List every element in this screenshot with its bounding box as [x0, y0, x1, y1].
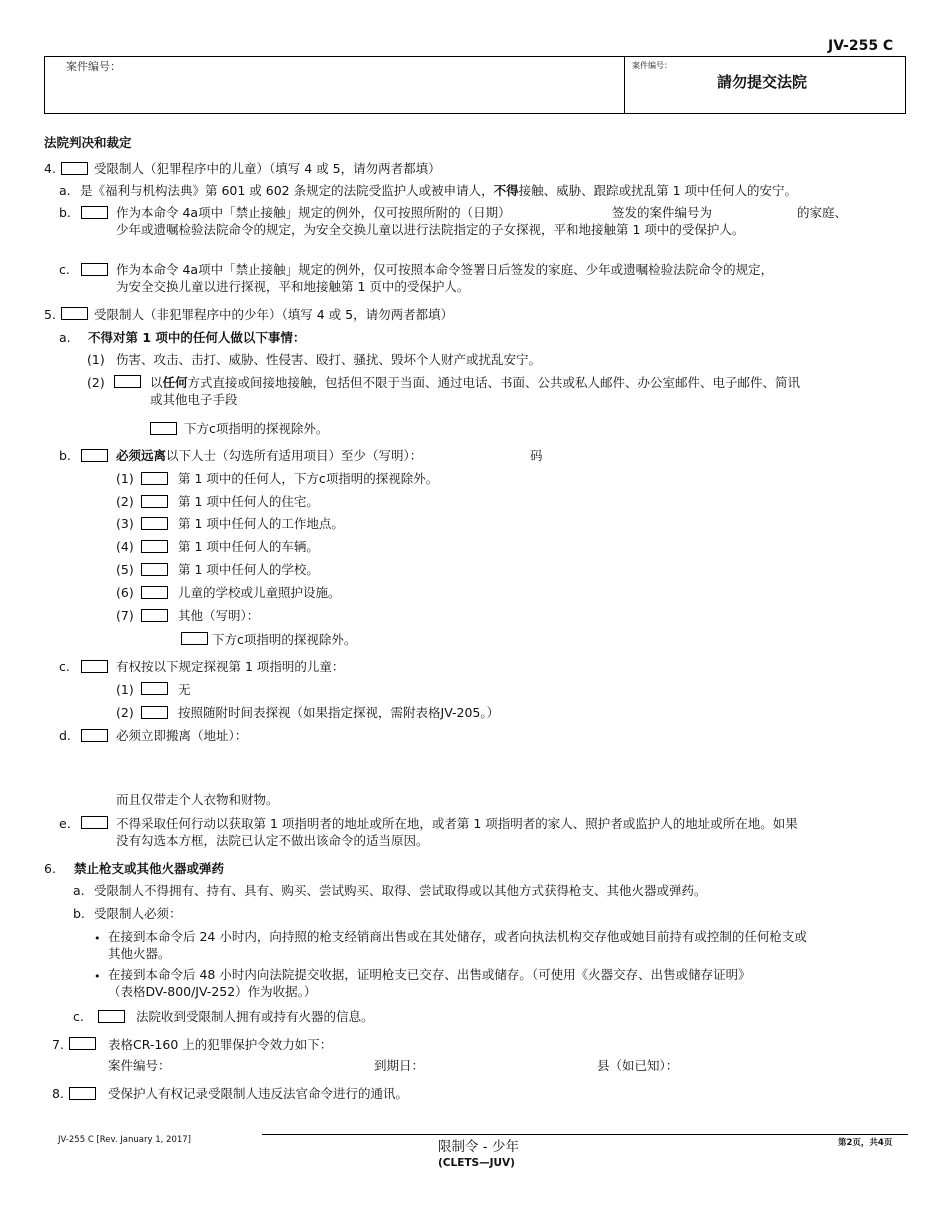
item5b-sub-checkbox[interactable] — [141, 609, 168, 622]
item5-number: 5. — [44, 307, 56, 322]
item5e-checkbox[interactable] — [81, 816, 108, 829]
item5a2-line1-pre: 以 — [150, 375, 163, 390]
section-title: 法院判决和裁定 — [44, 135, 132, 150]
item5b-sub-text: 第 1 项中任何人的住宅。 — [178, 494, 319, 509]
item5b-unit: 码 — [530, 448, 543, 463]
item5c-label: c. — [59, 659, 70, 674]
item6c-text: 法院收到受限制人拥有或持有火器的信息。 — [136, 1009, 374, 1024]
item7-checkbox[interactable] — [69, 1037, 96, 1050]
item4a-text-bold: 不得 — [493, 183, 519, 198]
item5a-title: 不得对第 1 项中的任何人做以下事情： — [88, 330, 306, 345]
item5e-label: e. — [59, 816, 71, 831]
item5b-sub-checkbox[interactable] — [141, 472, 168, 485]
item5d-text: 必须立即搬离（地址）： — [116, 728, 248, 743]
item4c-line1: 作为本命令 4a项中「禁止接触」规定的例外，仅可按照本命令签署日后签发的家庭、少年或遗嘱检验法院命令的规定， — [116, 262, 774, 277]
item5b-sub-number: (3) — [116, 516, 134, 531]
item5c1-text: 无 — [178, 682, 191, 697]
item4a-text — [80, 183, 797, 199]
item5a2-number: (2) — [87, 375, 105, 390]
item5d-after: 而且仅带走个人衣物和财物。 — [116, 792, 279, 807]
item5b-sub-text: 第 1 项中任何人的工作地点。 — [178, 516, 344, 531]
item5d-label: d. — [59, 728, 71, 743]
case-number-label-left: 案件编号： — [66, 60, 121, 73]
form-id: JV-255 C — [828, 38, 894, 54]
item4b-checkbox[interactable] — [81, 206, 108, 219]
item5c2-text: 按照随附时间表探视（如果指定探视，需附表格JV-205。） — [178, 705, 500, 720]
item4b-line1-part3: 的家庭、 — [797, 205, 848, 220]
item7-text: 表格CR-160 上的犯罪保护令效力如下： — [108, 1037, 333, 1052]
item5a2-line2: 或其他电子手段 — [150, 392, 238, 407]
item5c1-checkbox[interactable] — [141, 682, 168, 695]
item6b-text: 受限制人必须： — [94, 906, 182, 921]
bullet-1: • — [94, 932, 101, 945]
case-number-label-right: 案件编号： — [632, 61, 672, 70]
item6-number: 6. — [44, 861, 56, 876]
item5b-sub-number: (2) — [116, 494, 134, 509]
item6a-label: a. — [73, 883, 85, 898]
item5a2-exception-text: 下方c项指明的探视除外。 — [184, 421, 329, 436]
item5b-sub-number: (6) — [116, 585, 134, 600]
item5-text: 受限制人（非犯罪程序中的少年）（填写 4 或 5，请勿两者都填） — [94, 307, 454, 322]
item4-text: 受限制人（犯罪程序中的儿童）（填写 4 或 5，请勿两者都填） — [94, 161, 441, 176]
header-divider — [624, 56, 625, 114]
footer-title: 限制令 - 少年 — [438, 1139, 519, 1155]
item8-number: 8. — [52, 1086, 64, 1101]
item5a2-checkbox[interactable] — [114, 375, 141, 388]
item5c-checkbox[interactable] — [81, 660, 108, 673]
item4b-label: b. — [59, 205, 71, 220]
item5b-sub-text: 第 1 项中的任何人，下方c项指明的探视除外。 — [178, 471, 439, 486]
item5b7-exception-text: 下方c项指明的探视除外。 — [212, 632, 357, 647]
item5b-sub-text: 儿童的学校或儿童照护设施。 — [178, 585, 341, 600]
item5b-sub-number: (1) — [116, 471, 134, 486]
item6b-label: b. — [73, 906, 85, 921]
item5b-text — [116, 448, 422, 464]
item5b-sub-text: 第 1 项中任何人的车辆。 — [178, 539, 319, 554]
item5b-sub-checkbox[interactable] — [141, 586, 168, 599]
do-not-file-label: 請勿提交法院 — [717, 73, 808, 91]
item6b-bullet1-line2: 其他火器。 — [108, 946, 171, 961]
bullet-2: • — [94, 970, 101, 983]
item5e-line2: 没有勾选本方框，法院已认定不做出该命令的适当原因。 — [116, 833, 429, 848]
item5a-label: a. — [59, 330, 71, 345]
footer-page-number: 第2页，共4页 — [838, 1138, 893, 1148]
item5c2-checkbox[interactable] — [141, 706, 168, 719]
footer-line — [262, 1134, 908, 1135]
item4a-text-2: 接触、威胁、跟踪或扰乱第 1 项中任何人的安宁。 — [518, 183, 798, 198]
item6a-text: 受限制人不得拥有、持有、具有、购买、尝试购买、取得、尝试取得或以其他方式获得枪支、其他火器或弹药。 — [94, 883, 707, 898]
item6b-bullet1-line1: 在接到本命令后 24 小时内，向持照的枪支经销商出售或在其处储存，或者向执法机构交存他或她目前持有或控制的任何枪支或 — [108, 929, 807, 944]
item5b-checkbox[interactable] — [81, 449, 108, 462]
item4a-text-1: 是《福利与机构法典》第 601 或 602 条规定的法院受监护人或被申请人， — [80, 183, 494, 198]
item8-text: 受保护人有权记录受限制人违反法官命令进行的通讯。 — [108, 1086, 409, 1101]
item5a2-line1-post: 方式直接或间接地接触，包括但不限于当面、通过电话、书面、公共或私人邮件、办公室邮件、电子邮件、简讯 — [187, 375, 801, 390]
item6b-bullet2-line1: 在接到本命令后 48 小时内向法院提交收据，证明枪支已交存、出售或储存。（可使用《火器交存、出售或储存证明》 — [108, 967, 751, 982]
item5b-sub-checkbox[interactable] — [141, 517, 168, 530]
item5c1-number: (1) — [116, 682, 134, 697]
item4-checkbox[interactable] — [61, 162, 88, 175]
item4c-label: c. — [59, 262, 70, 277]
footer-revision: JV-255 C [Rev. January 1, 2017] — [58, 1135, 191, 1145]
item5c2-number: (2) — [116, 705, 134, 720]
item6c-label: c. — [73, 1009, 84, 1024]
item5a2-exception-checkbox[interactable] — [150, 422, 177, 435]
item5a1-number: (1) — [87, 352, 105, 367]
item7-case-label: 案件编号： — [108, 1058, 171, 1073]
item5b-sub-number: (7) — [116, 608, 134, 623]
item5b-sub-checkbox[interactable] — [141, 563, 168, 576]
item6-title: 禁止枪支或其他火器或弹药 — [74, 861, 225, 876]
item4b-line1-part1: 作为本命令 4a项中「禁止接触」规定的例外，仅可按照所附的（日期） — [116, 205, 511, 220]
item5c-text: 有权按以下规定探视第 1 项指明的儿童： — [116, 659, 345, 674]
item6c-checkbox[interactable] — [98, 1010, 125, 1023]
item4b-line2: 少年或遗嘱检验法院命令的规定，为安全交换儿童以进行法院指定的子女探视，平和地接触第 1 项中的受保护人。 — [116, 222, 745, 237]
item4a-label: a. — [59, 183, 71, 198]
item4b-line1-part2: 签发的案件编号为 — [612, 205, 713, 220]
item5b-sub-checkbox[interactable] — [141, 495, 168, 508]
item7-number: 7. — [52, 1037, 64, 1052]
item5-checkbox[interactable] — [61, 307, 88, 320]
item4c-line2: 为安全交换儿童以进行探视，平和地接触第 1 页中的受保护人。 — [116, 279, 470, 294]
item5a2-line1 — [150, 375, 800, 391]
item7-county-label: 县（如已知）： — [597, 1058, 679, 1073]
item5a2-line1-bold: 任何 — [162, 375, 188, 390]
item5b-label: b. — [59, 448, 71, 463]
item5b-sub-number: (5) — [116, 562, 134, 577]
item5b-sub-checkbox[interactable] — [141, 540, 168, 553]
item5a1-text: 伤害、攻击、击打、威胁、性侵害、殴打、骚扰、毁坏个人财产或扰乱安宁。 — [116, 352, 542, 367]
item4-number: 4. — [44, 161, 56, 176]
item5b7-exception-checkbox[interactable] — [181, 632, 208, 645]
item4c-checkbox[interactable] — [81, 263, 108, 276]
item5d-checkbox[interactable] — [81, 729, 108, 742]
item5b-rest: 以下人士（勾选所有适用项目）至少（写明）： — [166, 448, 423, 463]
item5e-line1: 不得采取任何行动以获取第 1 项指明者的地址或所在地，或者第 1 项指明者的家人、照护者或监护人的地址或所在地。如果 — [116, 816, 798, 831]
item6b-bullet2-line2: （表格DV-800/JV-252）作为收据。） — [108, 984, 317, 999]
item5b-sub-text: 第 1 项中任何人的学校。 — [178, 562, 319, 577]
item8-checkbox[interactable] — [69, 1087, 96, 1100]
item5b-sub-text: 其他（写明）： — [178, 608, 260, 623]
item5b-sub-number: (4) — [116, 539, 134, 554]
item5b-bold: 必须远离 — [116, 448, 167, 463]
item7-expiry-label: 到期日： — [374, 1058, 425, 1073]
footer-subtitle: (CLETS—JUV) — [438, 1157, 515, 1169]
